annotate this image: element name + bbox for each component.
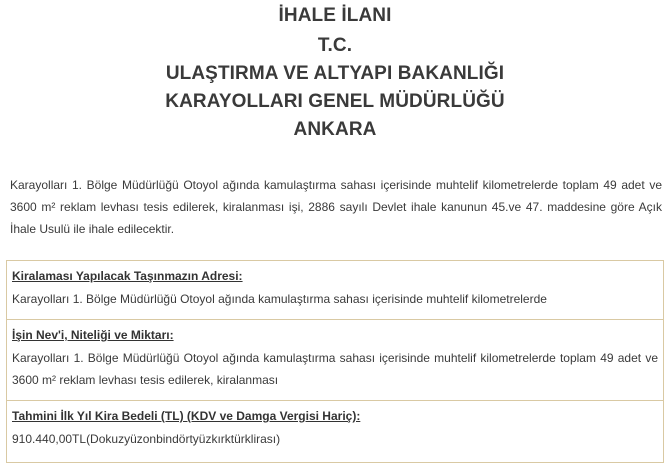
estimated-rent-label: Tahmini İlk Yıl Kira Bedeli (TL) (KDV ve Damga Vergisi Hariç):	[12, 409, 361, 423]
property-address-label: Kiralaması Yapılacak Taşınmazın Adresi:	[12, 269, 243, 283]
work-description-label: İşin Nev'i, Niteliği ve Miktarı:	[12, 328, 174, 342]
estimated-rent-box	[6, 400, 664, 463]
property-address-value: Karayolları 1. Bölge Müdürlüğü Otoyol ağında kamulaştırma sahası içerisinde muhtelif kilometrelerde	[12, 292, 547, 306]
ministry-name: ULAŞTIRMA VE ALTYAPI BAKANLIĞI	[165, 63, 505, 84]
state-abbreviation: T.C.	[317, 35, 353, 56]
announcement-title: İHALE İLANI	[278, 5, 392, 26]
intro-paragraph: Karayolları 1. Bölge Müdürlüğü Otoyol ağında kamulaştırma sahası içerisinde muhtelif kilometrelerde toplam 49 adet ve 3600 m² reklam levhası tesis edilerek, kiralanması işi, 2886 sayılı Devlet ihale kanunun 45.ve 47. maddesine göre Açık İhale Usulü ile ihale edilecektir.	[10, 178, 662, 236]
directorate-name: KARAYOLLARI GENEL MÜDÜRLÜĞÜ	[165, 91, 505, 112]
work-description-value: Karayolları 1. Bölge Müdürlüğü Otoyol ağında kamulaştırma sahası içerisinde muhtelif kilometrelerde toplam 49 adet ve 3600 m² reklam levhası tesis edilerek, kiralanması	[12, 351, 658, 387]
city-name: ANKARA	[293, 119, 377, 140]
estimated-rent-value: 910.440,00TL(Dokuzyüzonbindörtyüzkırktürklirası)	[12, 432, 281, 446]
property-address-box	[6, 260, 664, 320]
work-description-box	[6, 319, 664, 401]
